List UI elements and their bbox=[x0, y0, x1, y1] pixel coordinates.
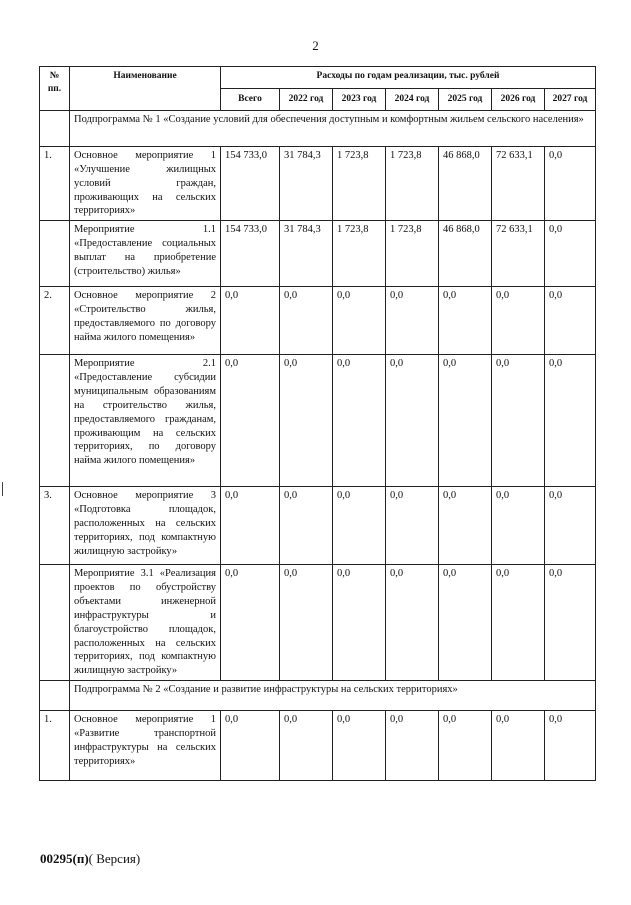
row-num: 1. bbox=[40, 711, 70, 781]
table-row bbox=[40, 565, 596, 681]
value-total: 154 733,0 bbox=[221, 147, 280, 221]
value-2027: 0,0 bbox=[545, 287, 596, 355]
value-2022: 31 784,3 bbox=[280, 147, 333, 221]
value-2023: 0,0 bbox=[333, 711, 386, 781]
table-row bbox=[40, 355, 596, 487]
table-row bbox=[40, 711, 596, 781]
value-2022: 0,0 bbox=[280, 287, 333, 355]
value-2027: 0,0 bbox=[545, 487, 596, 565]
header-col-2022: 2022 год bbox=[280, 89, 333, 111]
value-2024: 0,0 bbox=[386, 487, 439, 565]
row-num: 1. bbox=[40, 147, 70, 221]
value-2022: 0,0 bbox=[280, 565, 333, 681]
value-2026: 0,0 bbox=[492, 565, 545, 681]
value-2023: 0,0 bbox=[333, 565, 386, 681]
value-2027: 0,0 bbox=[545, 221, 596, 287]
table-row bbox=[40, 287, 596, 355]
value-2027: 0,0 bbox=[545, 711, 596, 781]
row-name: Основное мероприятие 2 «Строительство жилья, предоставляемого по договору найма жилого помещения» bbox=[70, 287, 221, 355]
value-2023: 0,0 bbox=[333, 487, 386, 565]
value-2023: 1 723,8 bbox=[333, 147, 386, 221]
subprogram-row bbox=[40, 681, 596, 711]
value-2026: 0,0 bbox=[492, 287, 545, 355]
value-total: 0,0 bbox=[221, 565, 280, 681]
header-col-2027: 2027 год bbox=[545, 89, 596, 111]
value-2026: 0,0 bbox=[492, 355, 545, 487]
footer-code: 00295(п) bbox=[40, 851, 89, 866]
value-total: 0,0 bbox=[221, 487, 280, 565]
value-2022: 31 784,3 bbox=[280, 221, 333, 287]
value-2023: 0,0 bbox=[333, 287, 386, 355]
value-2026: 0,0 bbox=[492, 487, 545, 565]
value-2022: 0,0 bbox=[280, 711, 333, 781]
value-total: 0,0 bbox=[221, 711, 280, 781]
row-name: Мероприятие 1.1 «Предоставление социальных выплат на приобретение (строительство) жилья» bbox=[70, 221, 221, 287]
value-2024: 0,0 bbox=[386, 355, 439, 487]
value-2024: 1 723,8 bbox=[386, 221, 439, 287]
document-footer bbox=[40, 851, 140, 867]
table-row bbox=[40, 487, 596, 565]
value-total: 0,0 bbox=[221, 287, 280, 355]
footer-suffix: ( Версия) bbox=[88, 851, 141, 866]
row-num: 3. bbox=[40, 487, 70, 565]
subprogram-title: Подпрограмма № 1 «Создание условий для обеспечения доступным и комфортным жильем сельского населения» bbox=[70, 111, 596, 147]
header-expenses: Расходы по годам реализации, тыс. рублей bbox=[221, 67, 596, 89]
header-col-2025: 2025 год bbox=[439, 89, 492, 111]
value-2025: 0,0 bbox=[439, 711, 492, 781]
value-total: 0,0 bbox=[221, 355, 280, 487]
scan-edge-mark bbox=[2, 482, 3, 496]
expenses-table bbox=[39, 66, 596, 781]
subprogram-row bbox=[40, 111, 596, 147]
value-2026: 72 633,1 bbox=[492, 221, 545, 287]
row-name: Основное мероприятие 1 «Улучшение жилищных условий граждан, проживающих на сельских территориях» bbox=[70, 147, 221, 221]
value-2025: 46 868,0 bbox=[439, 221, 492, 287]
value-2024: 0,0 bbox=[386, 287, 439, 355]
value-2025: 0,0 bbox=[439, 487, 492, 565]
value-2024: 0,0 bbox=[386, 711, 439, 781]
row-name: Основное мероприятие 3 «Подготовка площадок, расположенных на сельских территориях, под компактную жилищную застройку» bbox=[70, 487, 221, 565]
row-name: Основное мероприятие 1 «Развитие транспортной инфраструктуры на сельских территориях» bbox=[70, 711, 221, 781]
table-row bbox=[40, 147, 596, 221]
value-2026: 0,0 bbox=[492, 711, 545, 781]
subprogram-title: Подпрограмма № 2 «Создание и развитие инфраструктуры на сельских территориях» bbox=[70, 681, 596, 711]
row-num bbox=[40, 565, 70, 681]
value-2027: 0,0 bbox=[545, 147, 596, 221]
header-num: № пп. bbox=[40, 67, 70, 111]
header-col-2026: 2026 год bbox=[492, 89, 545, 111]
header-col-total: Всего bbox=[221, 89, 280, 111]
value-2024: 1 723,8 bbox=[386, 147, 439, 221]
row-name: Мероприятие 3.1 «Реализация проектов по обустройству объектами инженерной инфраструктуры и благоустройство площадок, расположенных на сельских территориях, под компактную жилищную застройку» bbox=[70, 565, 221, 681]
table-row bbox=[40, 221, 596, 287]
value-2025: 46 868,0 bbox=[439, 147, 492, 221]
value-2025: 0,0 bbox=[439, 355, 492, 487]
page-number: 2 bbox=[312, 38, 319, 53]
header-name: Наименование bbox=[70, 67, 221, 111]
value-2027: 0,0 bbox=[545, 565, 596, 681]
value-2023: 0,0 bbox=[333, 355, 386, 487]
header-col-2023: 2023 год bbox=[333, 89, 386, 111]
row-name: Мероприятие 2.1 «Предоставление субсидии муниципальным образованиям на строительство жилья, предоставляемого гражданам, проживающим на сельских территориях, по договору найма жилого помещения» bbox=[70, 355, 221, 487]
row-num bbox=[40, 355, 70, 487]
value-2027: 0,0 bbox=[545, 355, 596, 487]
value-2022: 0,0 bbox=[280, 487, 333, 565]
header-col-2024: 2024 год bbox=[386, 89, 439, 111]
value-2025: 0,0 bbox=[439, 565, 492, 681]
value-total: 154 733,0 bbox=[221, 221, 280, 287]
row-num: 2. bbox=[40, 287, 70, 355]
value-2025: 0,0 bbox=[439, 287, 492, 355]
value-2026: 72 633,1 bbox=[492, 147, 545, 221]
value-2023: 1 723,8 bbox=[333, 221, 386, 287]
value-2024: 0,0 bbox=[386, 565, 439, 681]
row-num bbox=[40, 221, 70, 287]
value-2022: 0,0 bbox=[280, 355, 333, 487]
